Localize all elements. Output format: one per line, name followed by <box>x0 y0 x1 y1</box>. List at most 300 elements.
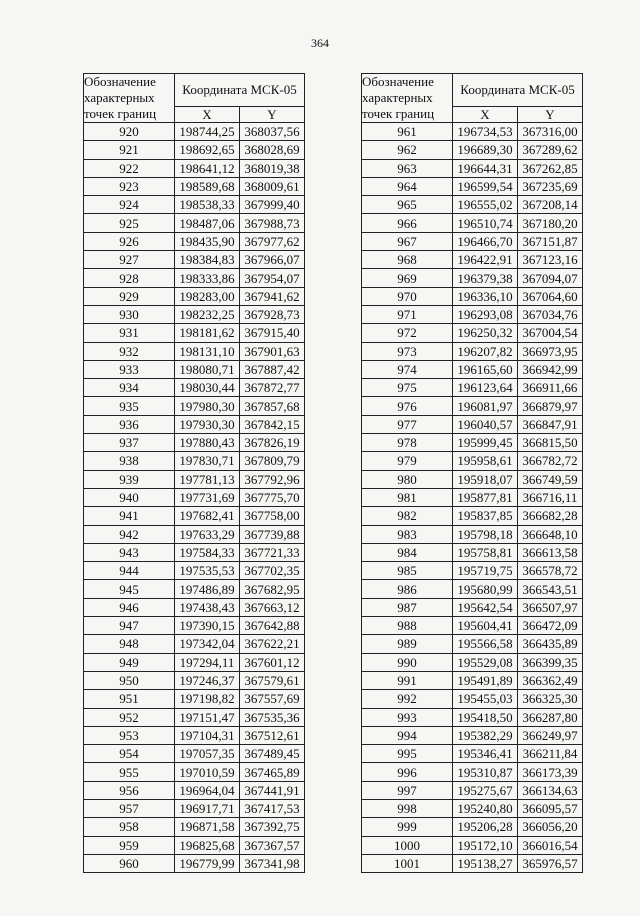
x-value: 195798,18 <box>453 525 518 543</box>
coordinates-table-right <box>361 73 583 873</box>
table-row <box>362 159 583 177</box>
x-value: 196081,97 <box>453 397 518 415</box>
y-value: 367489,45 <box>240 745 305 763</box>
x-value: 196917,71 <box>175 799 240 817</box>
table-row <box>84 836 305 854</box>
y-value: 367367,57 <box>240 836 305 854</box>
table-row <box>84 617 305 635</box>
table-row <box>362 196 583 214</box>
point-id: 981 <box>362 488 453 506</box>
y-value: 368028,69 <box>240 141 305 159</box>
table-row <box>84 141 305 159</box>
y-value: 366942,99 <box>518 360 583 378</box>
table-row <box>84 690 305 708</box>
table-row <box>362 251 583 269</box>
y-value: 366578,72 <box>518 562 583 580</box>
y-value: 366362,49 <box>518 671 583 689</box>
point-id: 923 <box>84 177 175 195</box>
x-value: 195206,28 <box>453 818 518 836</box>
point-id: 990 <box>362 653 453 671</box>
table-row <box>362 177 583 195</box>
table-row <box>362 342 583 360</box>
x-value: 197980,30 <box>175 397 240 415</box>
point-id: 935 <box>84 397 175 415</box>
y-value: 366095,57 <box>518 799 583 817</box>
y-value: 367966,07 <box>240 251 305 269</box>
table-row <box>84 379 305 397</box>
point-id: 977 <box>362 415 453 433</box>
header-y: Y <box>240 107 305 123</box>
point-id: 996 <box>362 763 453 781</box>
table-row <box>362 690 583 708</box>
x-value: 197486,89 <box>175 580 240 598</box>
y-value: 367809,79 <box>240 452 305 470</box>
point-id: 943 <box>84 543 175 561</box>
x-value: 195418,50 <box>453 708 518 726</box>
y-value: 367941,62 <box>240 287 305 305</box>
table-row <box>84 470 305 488</box>
point-id: 921 <box>84 141 175 159</box>
table-row <box>84 525 305 543</box>
point-id: 944 <box>84 562 175 580</box>
y-value: 367758,00 <box>240 507 305 525</box>
y-value: 366847,91 <box>518 415 583 433</box>
table-row <box>362 562 583 580</box>
point-id: 964 <box>362 177 453 195</box>
point-id: 980 <box>362 470 453 488</box>
table-row <box>84 653 305 671</box>
y-value: 366648,10 <box>518 525 583 543</box>
table-row <box>84 305 305 323</box>
x-value: 196123,64 <box>453 379 518 397</box>
point-id: 987 <box>362 598 453 616</box>
table-row <box>362 415 583 433</box>
x-value: 197930,30 <box>175 415 240 433</box>
table-row <box>362 580 583 598</box>
point-id: 965 <box>362 196 453 214</box>
point-id: 973 <box>362 342 453 360</box>
y-value: 367872,77 <box>240 379 305 397</box>
coordinates-table-left <box>83 73 305 873</box>
x-value: 195382,29 <box>453 726 518 744</box>
y-value: 365976,57 <box>518 854 583 872</box>
y-value: 366911,66 <box>518 379 583 397</box>
y-value: 367208,14 <box>518 196 583 214</box>
table-row <box>84 854 305 872</box>
table-row <box>84 177 305 195</box>
point-id: 930 <box>84 305 175 323</box>
table-row <box>362 617 583 635</box>
x-value: 198435,90 <box>175 232 240 250</box>
y-value: 367417,53 <box>240 799 305 817</box>
x-value: 195566,58 <box>453 635 518 653</box>
y-value: 366613,58 <box>518 543 583 561</box>
y-value: 367901,63 <box>240 342 305 360</box>
table-row <box>84 415 305 433</box>
table-row <box>84 452 305 470</box>
point-id: 963 <box>362 159 453 177</box>
point-id: 934 <box>84 379 175 397</box>
header-coordinate-system: Координата МСК-05 <box>175 74 305 107</box>
point-id: 959 <box>84 836 175 854</box>
table-row <box>362 324 583 342</box>
y-value: 367857,68 <box>240 397 305 415</box>
x-value: 198283,00 <box>175 287 240 305</box>
table-row <box>362 799 583 817</box>
point-id: 927 <box>84 251 175 269</box>
y-value: 367721,33 <box>240 543 305 561</box>
table-row <box>84 123 305 141</box>
point-id: 928 <box>84 269 175 287</box>
point-id: 974 <box>362 360 453 378</box>
y-value: 366973,95 <box>518 342 583 360</box>
x-value: 196510,74 <box>453 214 518 232</box>
y-value: 367557,69 <box>240 690 305 708</box>
x-value: 196293,08 <box>453 305 518 323</box>
y-value: 366211,84 <box>518 745 583 763</box>
x-value: 195918,07 <box>453 470 518 488</box>
point-id: 975 <box>362 379 453 397</box>
x-value: 197880,43 <box>175 434 240 452</box>
table-row <box>84 324 305 342</box>
x-value: 197682,41 <box>175 507 240 525</box>
table-row <box>84 635 305 653</box>
table-row <box>362 360 583 378</box>
point-id: 967 <box>362 232 453 250</box>
point-id: 946 <box>84 598 175 616</box>
y-value: 366782,72 <box>518 452 583 470</box>
point-id: 953 <box>84 726 175 744</box>
table-row <box>362 818 583 836</box>
y-value: 366399,35 <box>518 653 583 671</box>
y-value: 368019,38 <box>240 159 305 177</box>
point-id: 994 <box>362 726 453 744</box>
x-value: 197438,43 <box>175 598 240 616</box>
table-row <box>362 635 583 653</box>
x-value: 195604,41 <box>453 617 518 635</box>
y-value: 366056,20 <box>518 818 583 836</box>
y-value: 366325,30 <box>518 690 583 708</box>
x-value: 197731,69 <box>175 488 240 506</box>
y-value: 367622,21 <box>240 635 305 653</box>
table-row <box>362 671 583 689</box>
table-row <box>84 726 305 744</box>
table-row <box>84 543 305 561</box>
y-value: 366682,28 <box>518 507 583 525</box>
y-value: 367977,62 <box>240 232 305 250</box>
table-row <box>362 123 583 141</box>
table-row <box>362 854 583 872</box>
table-row <box>84 671 305 689</box>
point-id: 939 <box>84 470 175 488</box>
x-value: 196466,70 <box>453 232 518 250</box>
y-value: 367601,12 <box>240 653 305 671</box>
x-value: 196644,31 <box>453 159 518 177</box>
point-id: 991 <box>362 671 453 689</box>
table-row <box>84 799 305 817</box>
table-row <box>362 653 583 671</box>
y-value: 366287,80 <box>518 708 583 726</box>
x-value: 196734,53 <box>453 123 518 141</box>
x-value: 195138,27 <box>453 854 518 872</box>
y-value: 367180,20 <box>518 214 583 232</box>
x-value: 197198,82 <box>175 690 240 708</box>
x-value: 195680,99 <box>453 580 518 598</box>
header-x: X <box>453 107 518 123</box>
y-value: 368009,61 <box>240 177 305 195</box>
x-value: 195758,81 <box>453 543 518 561</box>
x-value: 198333,86 <box>175 269 240 287</box>
point-id: 940 <box>84 488 175 506</box>
table-row <box>362 452 583 470</box>
point-id: 983 <box>362 525 453 543</box>
point-id: 920 <box>84 123 175 141</box>
y-value: 368037,56 <box>240 123 305 141</box>
x-value: 197010,59 <box>175 763 240 781</box>
point-id: 971 <box>362 305 453 323</box>
y-value: 367739,88 <box>240 525 305 543</box>
table-row <box>84 159 305 177</box>
x-value: 195275,67 <box>453 781 518 799</box>
table-row <box>362 543 583 561</box>
point-id: 956 <box>84 781 175 799</box>
table-row <box>84 708 305 726</box>
point-id: 961 <box>362 123 453 141</box>
x-value: 196336,10 <box>453 287 518 305</box>
x-value: 196165,60 <box>453 360 518 378</box>
point-id: 984 <box>362 543 453 561</box>
x-value: 195877,81 <box>453 488 518 506</box>
table-row <box>362 434 583 452</box>
table-row <box>362 598 583 616</box>
point-id: 979 <box>362 452 453 470</box>
y-value: 366543,51 <box>518 580 583 598</box>
x-value: 197584,33 <box>175 543 240 561</box>
y-value: 366134,63 <box>518 781 583 799</box>
x-value: 198131,10 <box>175 342 240 360</box>
point-id: 951 <box>84 690 175 708</box>
x-value: 198744,25 <box>175 123 240 141</box>
x-value: 197246,37 <box>175 671 240 689</box>
y-value: 367512,61 <box>240 726 305 744</box>
point-id: 1001 <box>362 854 453 872</box>
point-id: 972 <box>362 324 453 342</box>
table-row <box>362 745 583 763</box>
y-value: 367034,76 <box>518 305 583 323</box>
y-value: 367702,35 <box>240 562 305 580</box>
x-value: 195999,45 <box>453 434 518 452</box>
y-value: 367535,36 <box>240 708 305 726</box>
point-id: 931 <box>84 324 175 342</box>
y-value: 367999,40 <box>240 196 305 214</box>
x-value: 195346,41 <box>453 745 518 763</box>
table-row <box>84 269 305 287</box>
y-value: 367123,16 <box>518 251 583 269</box>
x-value: 196779,99 <box>175 854 240 872</box>
y-value: 367441,91 <box>240 781 305 799</box>
x-value: 198384,83 <box>175 251 240 269</box>
point-id: 962 <box>362 141 453 159</box>
point-id: 926 <box>84 232 175 250</box>
y-value: 367341,98 <box>240 854 305 872</box>
x-value: 197535,53 <box>175 562 240 580</box>
y-value: 367792,96 <box>240 470 305 488</box>
y-value: 367954,07 <box>240 269 305 287</box>
x-value: 196825,68 <box>175 836 240 854</box>
x-value: 195837,85 <box>453 507 518 525</box>
table-row <box>362 214 583 232</box>
header-point-designation: Обозначение характерных точек границ <box>362 74 453 123</box>
x-value: 197294,11 <box>175 653 240 671</box>
x-value: 195491,89 <box>453 671 518 689</box>
x-value: 195719,75 <box>453 562 518 580</box>
table-row <box>362 379 583 397</box>
x-value: 195172,10 <box>453 836 518 854</box>
point-id: 957 <box>84 799 175 817</box>
x-value: 198641,12 <box>175 159 240 177</box>
x-value: 195455,03 <box>453 690 518 708</box>
point-id: 992 <box>362 690 453 708</box>
point-id: 932 <box>84 342 175 360</box>
table-row <box>84 196 305 214</box>
point-id: 976 <box>362 397 453 415</box>
point-id: 955 <box>84 763 175 781</box>
point-id: 938 <box>84 452 175 470</box>
y-value: 367682,95 <box>240 580 305 598</box>
y-value: 367887,42 <box>240 360 305 378</box>
table-row <box>84 214 305 232</box>
table-row <box>84 763 305 781</box>
table-row <box>84 598 305 616</box>
table-row <box>362 726 583 744</box>
y-value: 366815,50 <box>518 434 583 452</box>
x-value: 197390,15 <box>175 617 240 635</box>
point-id: 949 <box>84 653 175 671</box>
point-id: 986 <box>362 580 453 598</box>
x-value: 198692,65 <box>175 141 240 159</box>
x-value: 195310,87 <box>453 763 518 781</box>
x-value: 196250,32 <box>453 324 518 342</box>
y-value: 367465,89 <box>240 763 305 781</box>
table-row <box>362 781 583 799</box>
point-id: 988 <box>362 617 453 635</box>
point-id: 958 <box>84 818 175 836</box>
point-id: 950 <box>84 671 175 689</box>
table-row <box>84 232 305 250</box>
y-value: 366749,59 <box>518 470 583 488</box>
table-row <box>362 836 583 854</box>
table-row <box>84 342 305 360</box>
x-value: 198589,68 <box>175 177 240 195</box>
x-value: 196040,57 <box>453 415 518 433</box>
point-id: 948 <box>84 635 175 653</box>
table-row <box>362 708 583 726</box>
table-row <box>84 781 305 799</box>
x-value: 196207,82 <box>453 342 518 360</box>
table-row <box>84 507 305 525</box>
y-value: 367988,73 <box>240 214 305 232</box>
y-value: 367842,15 <box>240 415 305 433</box>
table-row <box>84 562 305 580</box>
point-id: 998 <box>362 799 453 817</box>
point-id: 993 <box>362 708 453 726</box>
point-id: 924 <box>84 196 175 214</box>
table-row <box>362 269 583 287</box>
x-value: 197633,29 <box>175 525 240 543</box>
table-row <box>362 507 583 525</box>
point-id: 925 <box>84 214 175 232</box>
y-value: 367151,87 <box>518 232 583 250</box>
table-row <box>84 434 305 452</box>
point-id: 954 <box>84 745 175 763</box>
y-value: 366173,39 <box>518 763 583 781</box>
table-row <box>362 488 583 506</box>
header-point-designation: Обозначение характерных точек границ <box>84 74 175 123</box>
table-row <box>362 305 583 323</box>
y-value: 367064,60 <box>518 287 583 305</box>
x-value: 198080,71 <box>175 360 240 378</box>
y-value: 367663,12 <box>240 598 305 616</box>
x-value: 197104,31 <box>175 726 240 744</box>
x-value: 198181,62 <box>175 324 240 342</box>
point-id: 945 <box>84 580 175 598</box>
x-value: 196555,02 <box>453 196 518 214</box>
x-value: 196689,30 <box>453 141 518 159</box>
point-id: 989 <box>362 635 453 653</box>
y-value: 367316,00 <box>518 123 583 141</box>
point-id: 1000 <box>362 836 453 854</box>
x-value: 196379,38 <box>453 269 518 287</box>
y-value: 367235,69 <box>518 177 583 195</box>
point-id: 942 <box>84 525 175 543</box>
table-row <box>84 818 305 836</box>
point-id: 969 <box>362 269 453 287</box>
point-id: 933 <box>84 360 175 378</box>
y-value: 366472,09 <box>518 617 583 635</box>
x-value: 195529,08 <box>453 653 518 671</box>
x-value: 197342,04 <box>175 635 240 653</box>
x-value: 197830,71 <box>175 452 240 470</box>
y-value: 366716,11 <box>518 488 583 506</box>
point-id: 929 <box>84 287 175 305</box>
page-number: 364 <box>311 36 329 50</box>
x-value: 196422,91 <box>453 251 518 269</box>
y-value: 367004,54 <box>518 324 583 342</box>
x-value: 197057,35 <box>175 745 240 763</box>
y-value: 366016,54 <box>518 836 583 854</box>
x-value: 196599,54 <box>453 177 518 195</box>
table-row <box>84 287 305 305</box>
table-row <box>84 360 305 378</box>
x-value: 195642,54 <box>453 598 518 616</box>
point-id: 952 <box>84 708 175 726</box>
table-row <box>362 141 583 159</box>
point-id: 937 <box>84 434 175 452</box>
point-id: 947 <box>84 617 175 635</box>
point-id: 966 <box>362 214 453 232</box>
y-value: 367579,61 <box>240 671 305 689</box>
y-value: 367775,70 <box>240 488 305 506</box>
table-row <box>362 397 583 415</box>
x-value: 196964,04 <box>175 781 240 799</box>
point-id: 941 <box>84 507 175 525</box>
point-id: 995 <box>362 745 453 763</box>
point-id: 970 <box>362 287 453 305</box>
y-value: 367289,62 <box>518 141 583 159</box>
point-id: 999 <box>362 818 453 836</box>
table-row <box>84 580 305 598</box>
x-value: 197151,47 <box>175 708 240 726</box>
